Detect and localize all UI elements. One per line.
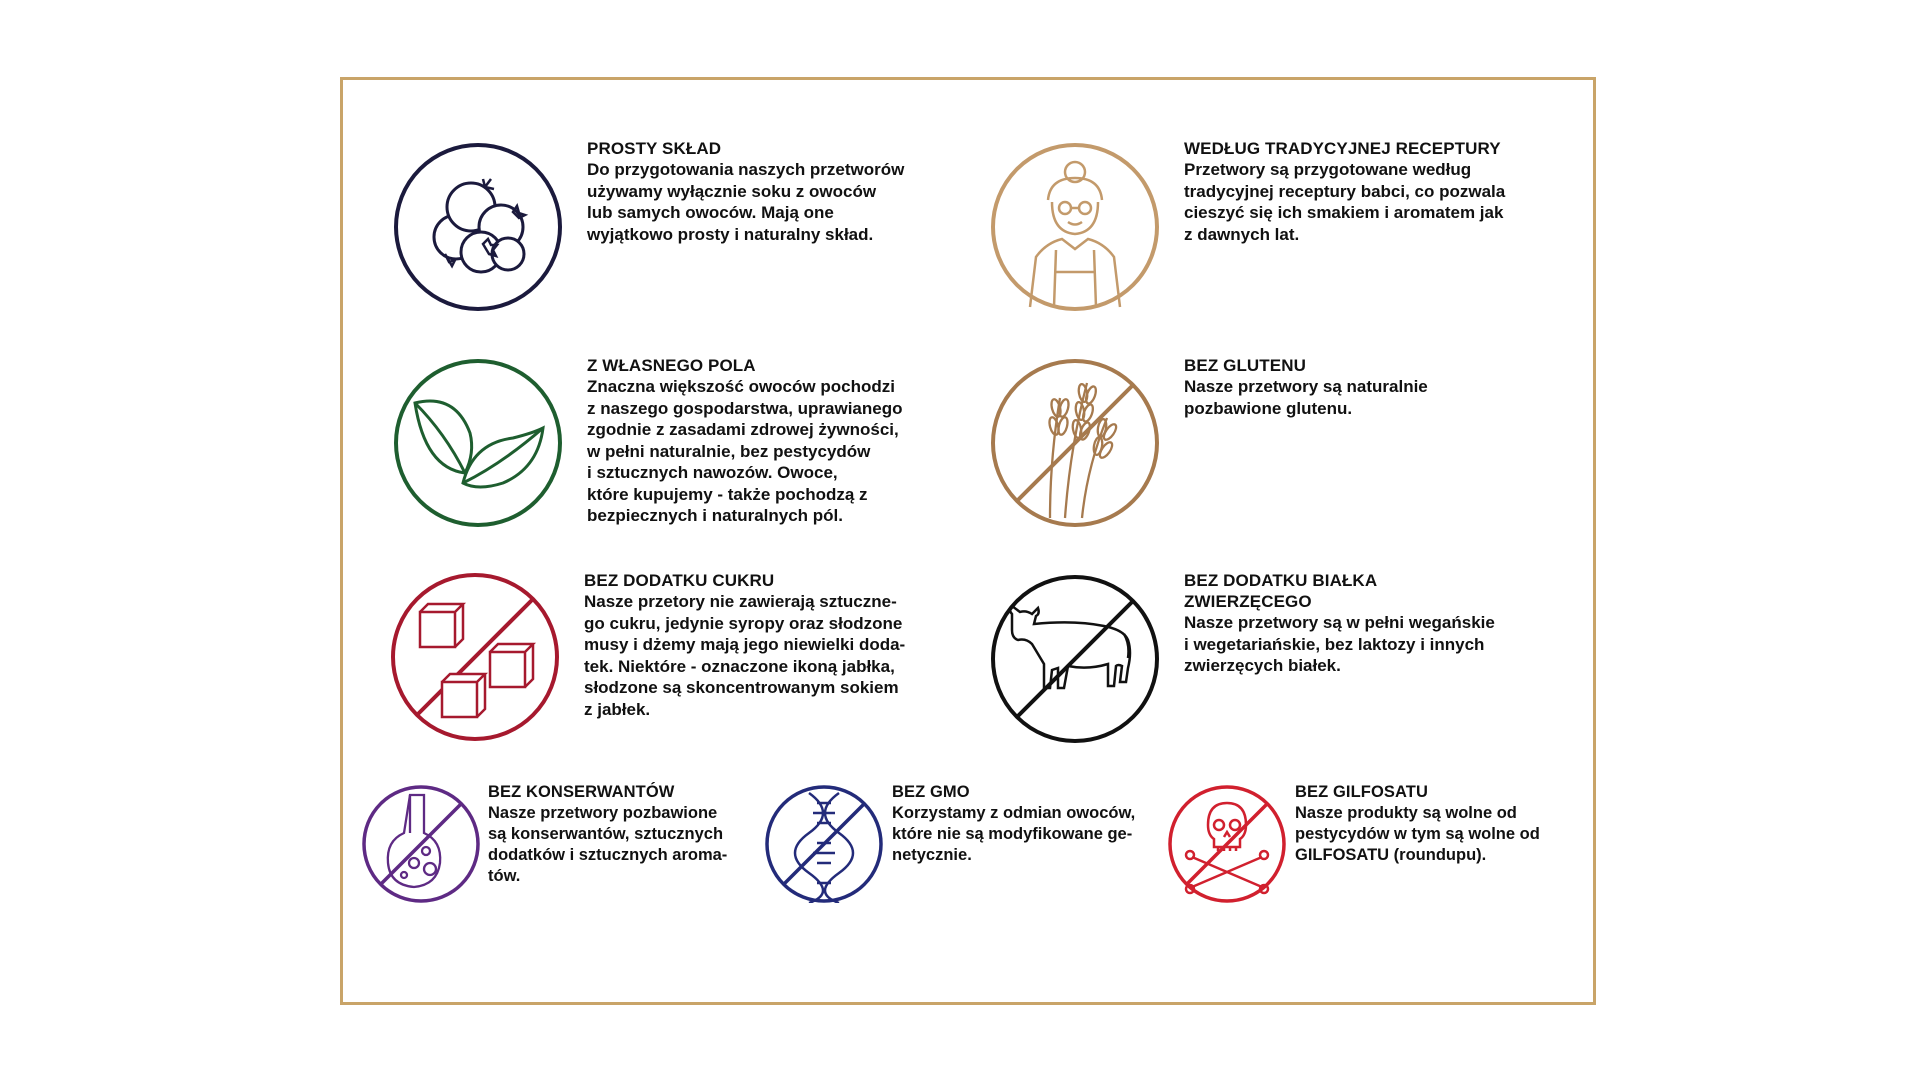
feature-line: Nasze przetwory są naturalnie (1184, 377, 1428, 396)
no-dna-icon (765, 785, 883, 903)
feature-line: Nasze przetwory są w pełni wegańskie (1184, 613, 1495, 632)
feature-text (587, 355, 903, 527)
feature-line: które nie są modyfikowane ge- (892, 825, 1133, 843)
feature-title: BEZ GLUTENU (1184, 356, 1306, 375)
berries-icon (393, 142, 563, 312)
feature-text (1184, 570, 1495, 677)
feature-line: cieszyć się ich smakiem i aromatem jak (1184, 203, 1504, 222)
feature-title: BEZ GMO (892, 783, 970, 801)
feature-line: pestycydów w tym są wolne od (1295, 825, 1540, 843)
feature-line: tek. Niektóre - oznaczone ikoną jabłka, (584, 656, 895, 676)
feature-line: z naszego gospodarstwa, uprawianego (587, 398, 903, 418)
feature-line: używamy wyłącznie soku z owoców (587, 181, 877, 201)
feature-line: i sztucznych nawozów. Owoce, (587, 463, 838, 482)
feature-line: z dawnych lat. (1184, 224, 1300, 244)
feature-line: Do przygotowania naszych przetworów (587, 160, 905, 179)
feature-line: z jabłek. (584, 699, 651, 719)
feature-title: WEDŁUG TRADYCYJNEJ RECEPTURY (1184, 139, 1501, 158)
feature-text (1184, 355, 1428, 419)
feature-line: Korzystamy z odmian owoców, (892, 804, 1136, 822)
feature-line: lub samych owoców. Mają one (587, 203, 834, 222)
no-flask-icon (362, 785, 480, 903)
feature-line: tradycyjnej receptury babci, co pozwala (1184, 181, 1506, 201)
feature-line: Przetwory są przygotowane według (1184, 160, 1472, 179)
feature-line: GILFOSATU (roundupu). (1295, 846, 1487, 864)
feature-line: dodatków i sztucznych aroma- (488, 846, 728, 864)
feature-text (1295, 782, 1540, 866)
feature-line: w pełni naturalnie, bez pestycydów (587, 441, 871, 461)
feature-text (1184, 138, 1505, 245)
feature-text (892, 782, 1135, 866)
feature-title: Z WŁASNEGO POLA (587, 356, 756, 375)
feature-line: Nasze produkty są wolne od (1295, 804, 1517, 822)
feature-line: są konserwantów, sztucznych (488, 825, 724, 843)
feature-title: BEZ GILFOSATU (1295, 783, 1428, 801)
feature-line: Nasze przetwory pozbawione (488, 804, 718, 822)
feature-line: zwierzęcych białek. (1184, 656, 1341, 675)
feature-line: tów. (488, 867, 521, 885)
feature-title: BEZ KONSERWANTÓW (488, 783, 675, 801)
feature-text (587, 138, 904, 245)
feature-title: BEZ DODATKU CUKRU (584, 571, 775, 590)
feature-line: słodzone są skoncentrowanym sokiem (584, 678, 899, 697)
feature-line: Znaczna większość owoców pochodzi (587, 377, 895, 396)
no-cow-icon (990, 574, 1160, 744)
feature-line: i wegetariańskie, bez laktozy i innych (1184, 634, 1485, 654)
no-sugar-cubes-icon (390, 572, 560, 742)
feature-line: zgodnie z zasadami zdrowej żywności, (587, 420, 899, 439)
feature-line: Nasze przetory nie zawierają sztuczne- (584, 592, 897, 611)
feature-line: netycznie. (892, 846, 972, 864)
feature-line: pozbawione glutenu. (1184, 398, 1353, 418)
feature-text (584, 570, 905, 720)
no-skull-icon (1168, 785, 1286, 903)
no-wheat-icon (990, 358, 1160, 528)
grandmother-icon (990, 142, 1160, 312)
feature-title: BEZ DODATKU BIAŁKA ZWIERZĘCEGO (1184, 571, 1377, 611)
feature-line: go cukru, jedynie syropy oraz słodzone (584, 613, 903, 633)
feature-line: bezpiecznych i naturalnych pól. (587, 506, 843, 525)
leaves-icon (393, 358, 563, 528)
feature-line: musy i dżemy mają jego niewielki doda- (584, 635, 906, 654)
feature-line: które kupujemy - także pochodzą z (587, 484, 868, 504)
feature-text (488, 782, 727, 887)
feature-line: wyjątkowo prosty i naturalny skład. (587, 224, 874, 244)
feature-title: PROSTY SKŁAD (587, 139, 722, 158)
